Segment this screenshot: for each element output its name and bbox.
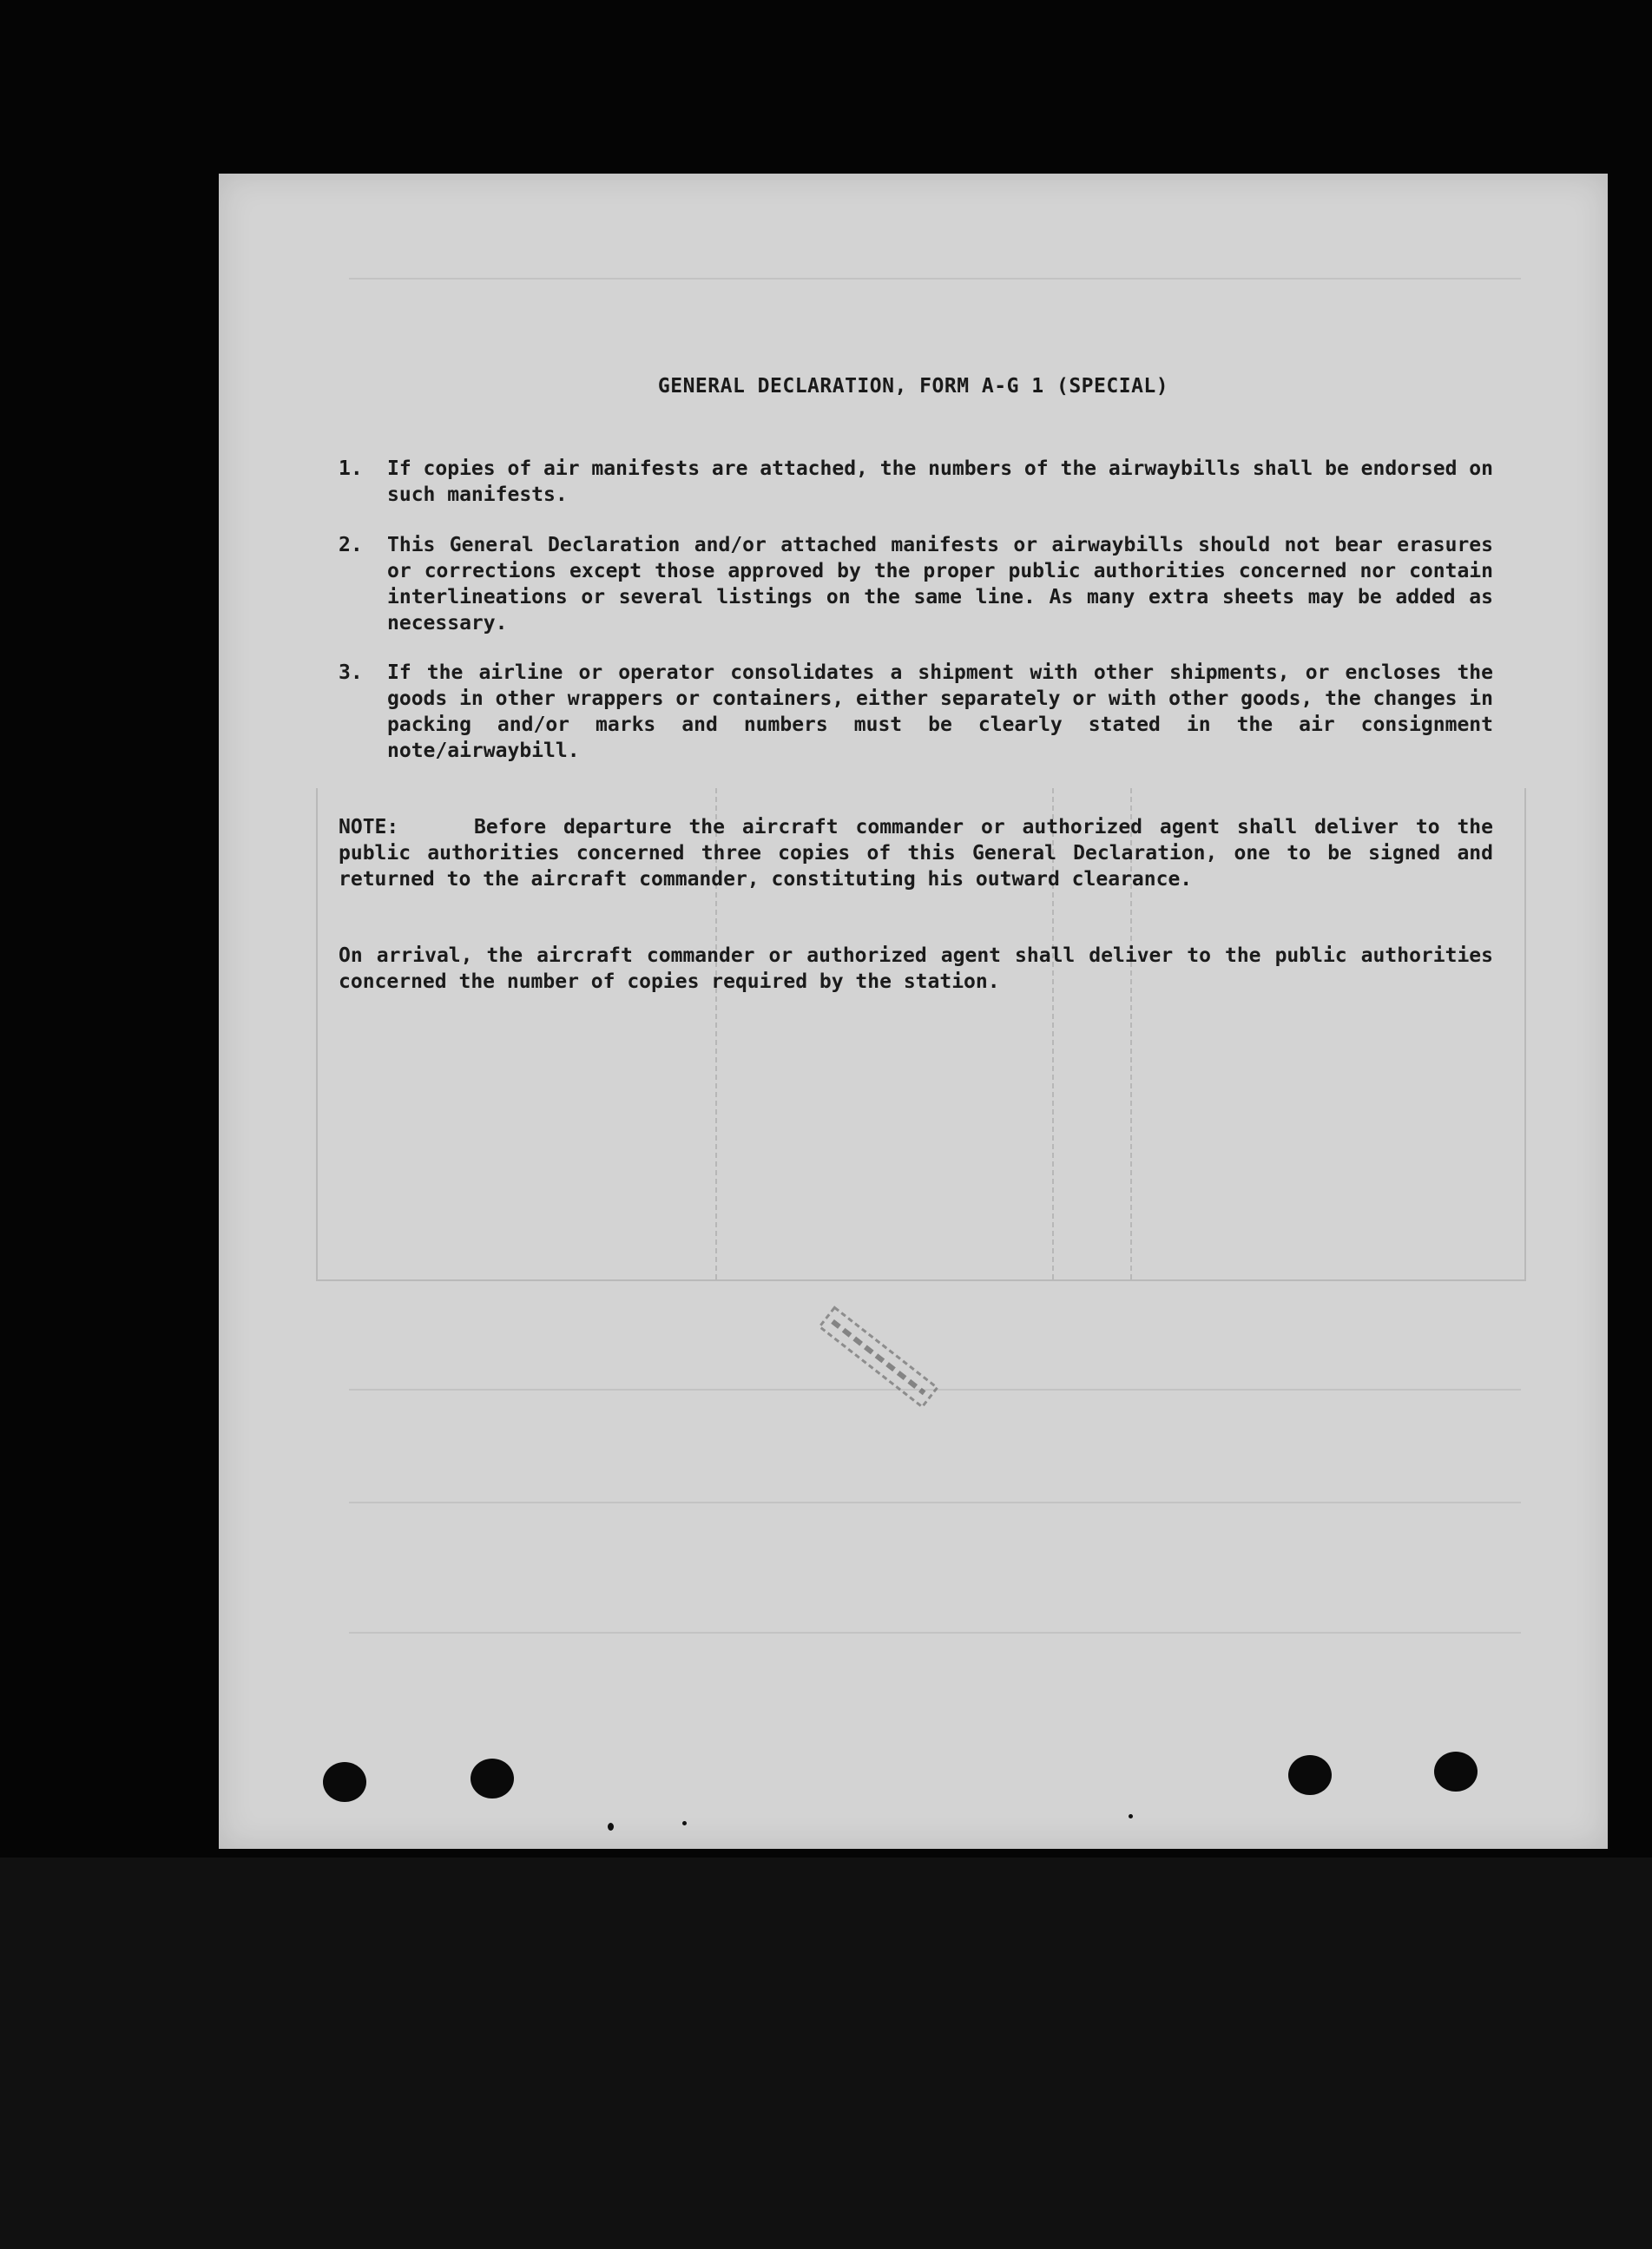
- scanner-background-lower: [0, 1858, 1652, 2249]
- item-number: 3.: [339, 661, 363, 684]
- bleed-through-rule: [349, 278, 1521, 279]
- bleed-through-rule: [349, 1632, 1521, 1634]
- rubber-stamp-mark: [805, 1292, 951, 1425]
- form-title: GENERAL DECLARATION, FORM A-G 1 (SPECIAL): [657, 375, 1169, 398]
- document-page: [219, 174, 1608, 1849]
- bleed-through-rule: [349, 1502, 1521, 1503]
- punch-hole-icon: [1434, 1752, 1478, 1792]
- item-text: If the airline or operator consolidates a shipment with other shipments, or encloses the goods in other wrappers or containers, either separately or with other goods, the changes in packing and/or marks and numbers must be clearly stated in the air consignment note/airwaybill.: [387, 661, 1493, 762]
- item-number: 1.: [339, 457, 363, 480]
- item-text: This General Declaration and/or attached manifests or airwaybills should not bear erasures or corrections except those approved by the proper public authorities concerned nor contain interlineations or several listings on the same line. As many extra sheets may be added as necessary.: [387, 534, 1493, 635]
- instruction-item: [339, 532, 1493, 636]
- note-paragraph: [339, 814, 1493, 892]
- punch-hole-icon: [1288, 1755, 1332, 1795]
- note-text: Before departure the aircraft commander or authorized agent shall deliver to the public authorities concerned three copies of this General Declaration, one to be signed and returned to the aircraft commander, constituting his outward clearance.: [339, 816, 1493, 891]
- note-label: NOTE:: [339, 816, 399, 838]
- item-text: If copies of air manifests are attached, the numbers of the airwaybills shall be endorsed on such manifests.: [387, 457, 1493, 506]
- instruction-item: [339, 660, 1493, 764]
- arrival-paragraph: [339, 943, 1493, 995]
- punch-hole-icon: [323, 1762, 366, 1802]
- dust-speck: [682, 1821, 687, 1825]
- dust-speck: [1129, 1814, 1133, 1818]
- arrival-text: On arrival, the aircraft commander or authorized agent shall deliver to the public authorities concerned the number of copies required by the station.: [339, 944, 1493, 993]
- instruction-item: [339, 456, 1493, 508]
- item-number: 2.: [339, 534, 363, 556]
- punch-hole-icon: [471, 1759, 514, 1799]
- dust-speck: [608, 1823, 614, 1831]
